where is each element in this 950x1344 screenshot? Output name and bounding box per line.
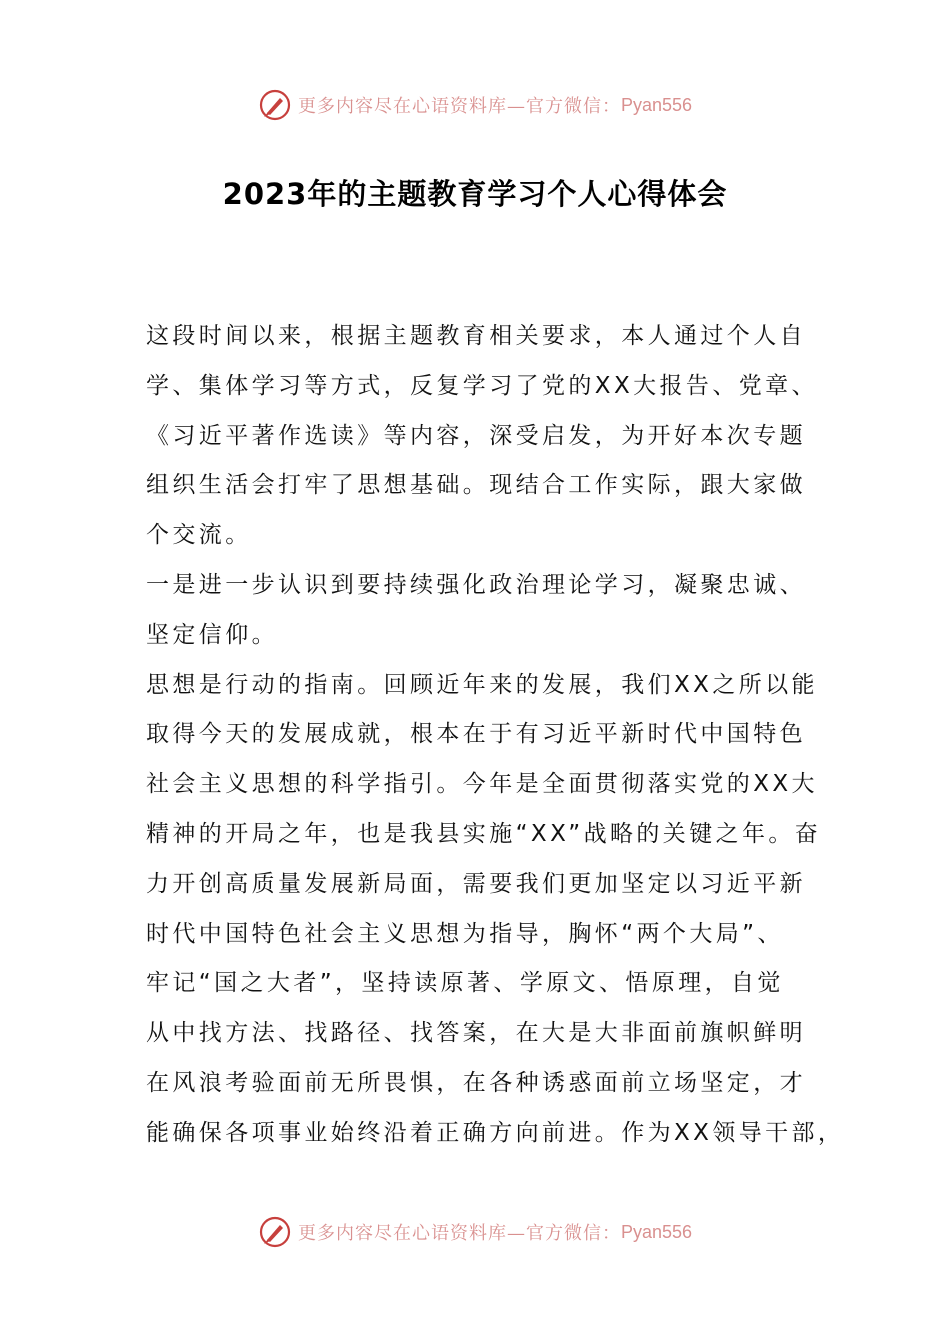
paragraph-line: 一是进一步认识到要持续强化政治理论学习，凝聚忠诚、 bbox=[146, 571, 806, 598]
pen-nib-icon bbox=[258, 88, 292, 122]
paragraph-line: 这段时间以来，根据主题教育相关要求，本人通过个人自 bbox=[146, 323, 806, 349]
paragraph-line: 学、集体学习等方式，反复学习了党的XX大报告、党章、 bbox=[146, 372, 818, 399]
paragraph-line: 个交流。 bbox=[146, 522, 252, 549]
watermark-wechat-id: Pyan556 bbox=[620, 1221, 693, 1242]
watermark-wechat-id: Pyan556 bbox=[620, 94, 693, 115]
paragraph-line: 力开创高质量发展新局面，需要我们更加坚定以习近平新 bbox=[146, 870, 806, 897]
watermark-text: 更多内容尽在心语资料库—官方微信： bbox=[297, 96, 621, 117]
paragraph-line: 组织生活会打牢了思想基础。现结合工作实际，跟大家做 bbox=[146, 472, 806, 499]
paragraph-line: 社会主义思想的科学指引。今年是全面贯彻落实党的XX大 bbox=[146, 771, 818, 798]
document-title: 2023年的主题教育学习个人心得体会 bbox=[222, 177, 728, 211]
paragraph-line: 思想是行动的指南。回顾近年来的发展，我们XX之所以能 bbox=[146, 671, 818, 698]
paragraph-line: 精神的开局之年，也是我县实施“XX”战略的关键之年。奋 bbox=[146, 820, 822, 847]
paragraph-line: 取得今天的发展成就，根本在于有习近平新时代中国特色 bbox=[146, 721, 806, 748]
pen-nib-icon bbox=[258, 1215, 292, 1249]
watermark-text: 更多内容尽在心语资料库—官方微信： bbox=[297, 1223, 621, 1244]
document-body bbox=[146, 316, 845, 1163]
paragraph-line: 《习近平著作选读》等内容，深受启发，为开好本次专题 bbox=[146, 422, 806, 449]
footer-watermark bbox=[0, 1215, 950, 1249]
paragraph-line: 坚定信仰。 bbox=[146, 621, 278, 648]
paragraph-line: 牢记“国之大者”，坚持读原著、学原文、悟原理，自觉 bbox=[146, 970, 784, 997]
paragraph-line: 从中找方法、找路径、找答案，在大是大非面前旗帜鲜明 bbox=[146, 1020, 806, 1047]
paragraph-line: 时代中国特色社会主义思想为指导，胸怀“两个大局”、 bbox=[146, 920, 784, 947]
paragraph-line: 在风浪考验面前无所畏惧，在各种诱惑面前立场坚定，才 bbox=[146, 1069, 806, 1096]
header-watermark bbox=[0, 88, 950, 122]
paragraph-line: 能确保各项事业始终沿着正确方向前进。作为XX领导干部， bbox=[146, 1119, 845, 1146]
